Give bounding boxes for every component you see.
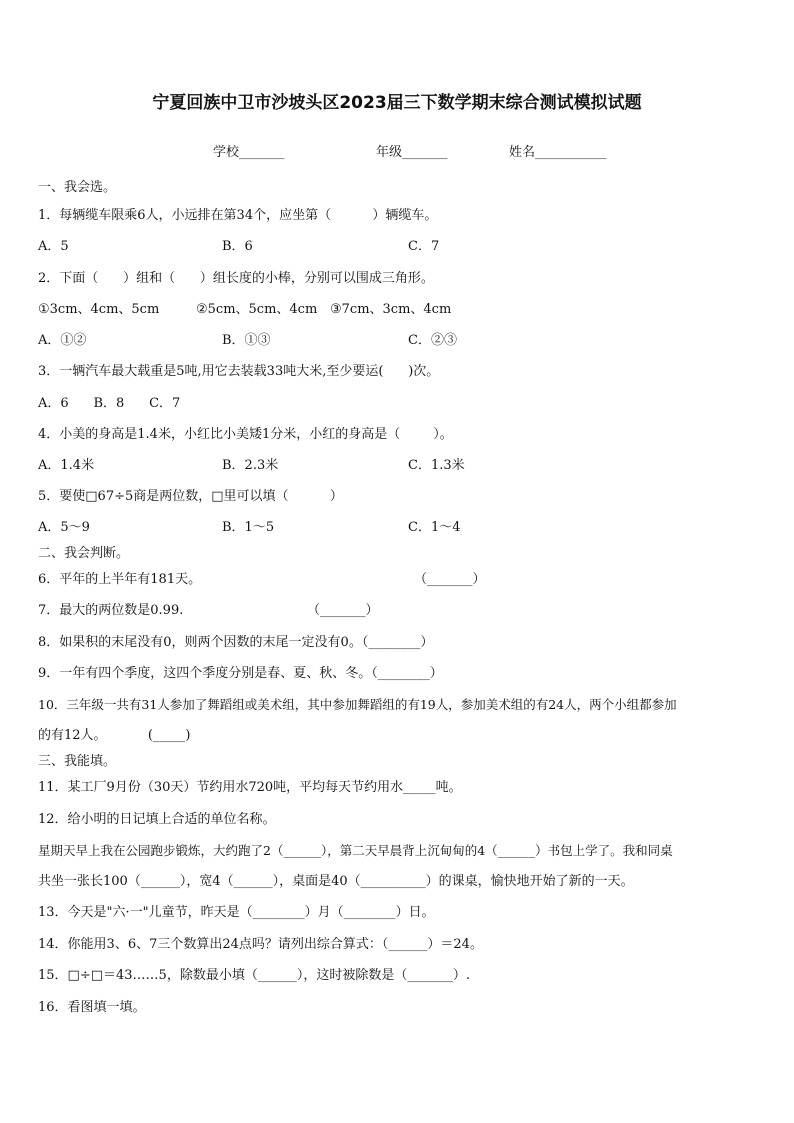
question-9: 9．一年有四个季度，这四个季度分别是春、夏、秋、冬。（________）	[38, 666, 443, 681]
grade-field: 年级_______	[376, 145, 448, 160]
question-14: 14．你能用3、6、7三个数算出24点吗？请列出综合算式：（______）＝24。	[38, 937, 483, 952]
school-field: 学校_______	[213, 145, 285, 160]
question-10-line-1: 10．三年级一共有31人参加了舞蹈组或美术组，其中参加舞蹈组的有19人，参加美术组的有24人，两个小组都参加	[38, 697, 677, 712]
question-3: 3．一辆汽车最大载重是5吨,用它去装载33吨大米,至少要运( )次。	[38, 364, 440, 379]
q2-group-1: ①3cm、4cm、5cm	[38, 302, 160, 317]
q7-answer-blank: （_______）	[307, 603, 379, 618]
q4-option-b: B．2.3米	[222, 458, 279, 473]
q5-option-c: C．1～4	[408, 520, 461, 535]
question-12: 12．给小明的日记填上合适的单位名称。	[38, 812, 276, 827]
q2-group-3: ③7cm、3cm、4cm	[330, 302, 452, 317]
question-13: 13．今天是"六·一"儿童节，昨天是（________）月（________）日。	[38, 905, 435, 920]
name-field: 姓名___________	[509, 145, 607, 160]
question-7: 7．最大的两位数是0.99.	[38, 603, 184, 618]
q5-option-b: B．1～5	[222, 520, 275, 535]
q2-option-a: A．①②	[38, 333, 87, 348]
question-12-diary-line-1: 星期天早上我在公园跑步锻炼，大约跑了2（______），第二天早晨背上沉甸甸的4（______）书包上学了。我和同桌	[38, 843, 673, 858]
question-8: 8．如果积的末尾没有0，则两个因数的末尾一定没有0。（________）	[38, 635, 434, 650]
question-6: 6．平年的上半年有181天。	[38, 572, 202, 587]
question-15: 15．□÷□＝43……5，除数最小填（______），这时被除数是（_______）.	[38, 968, 470, 983]
question-1: 1．每辆缆车限乘6人，小远排在第34个，应坐第（ ）辆缆车。	[38, 208, 438, 223]
q1-option-a: A．5	[38, 239, 69, 254]
q2-option-c: C．②③	[408, 333, 457, 348]
question-10-line-2: 的有12人。 (_____)	[38, 728, 191, 743]
q2-option-b: B．①③	[222, 333, 271, 348]
question-12-diary-line-2: 共坐一张长100（______），宽4（______），桌面是40（__________）的课桌，愉快地开始了新的一天。	[38, 874, 634, 889]
q3-options: A．6 B．8 C．7	[38, 396, 181, 411]
section-heading-fill: 三、我能填。	[38, 754, 117, 769]
question-5: 5．要使□67÷5商是两位数，□里可以填（ ）	[38, 489, 343, 504]
question-16: 16．看图填一填。	[38, 1000, 146, 1015]
page-title: 宁夏回族中卫市沙坡头区2023届三下数学期末综合测试模拟试题	[152, 93, 642, 113]
q1-option-b: B．6	[222, 239, 253, 254]
q6-answer-blank: （_______）	[414, 572, 486, 587]
q2-group-2: ②5cm、5cm、4cm	[196, 302, 318, 317]
section-heading-judge: 二、我会判断。	[38, 546, 130, 561]
q5-option-a: A．5～9	[38, 520, 90, 535]
section-heading-choose: 一、我会选。	[38, 180, 117, 195]
q1-option-c: C．7	[408, 239, 440, 254]
q4-option-a: A．1.4米	[38, 458, 95, 473]
question-2: 2．下面（ ）组和（ ）组长度的小棒，分别可以围成三角形。	[38, 271, 434, 286]
question-11: 11．某工厂9月份（30天）节约用水720吨，平均每天节约用水_____吨。	[38, 780, 462, 795]
q4-option-c: C．1.3米	[408, 458, 465, 473]
question-4: 4．小美的身高是1.4米，小红比小美矮1分米，小红的身高是（ ）。	[38, 427, 453, 442]
